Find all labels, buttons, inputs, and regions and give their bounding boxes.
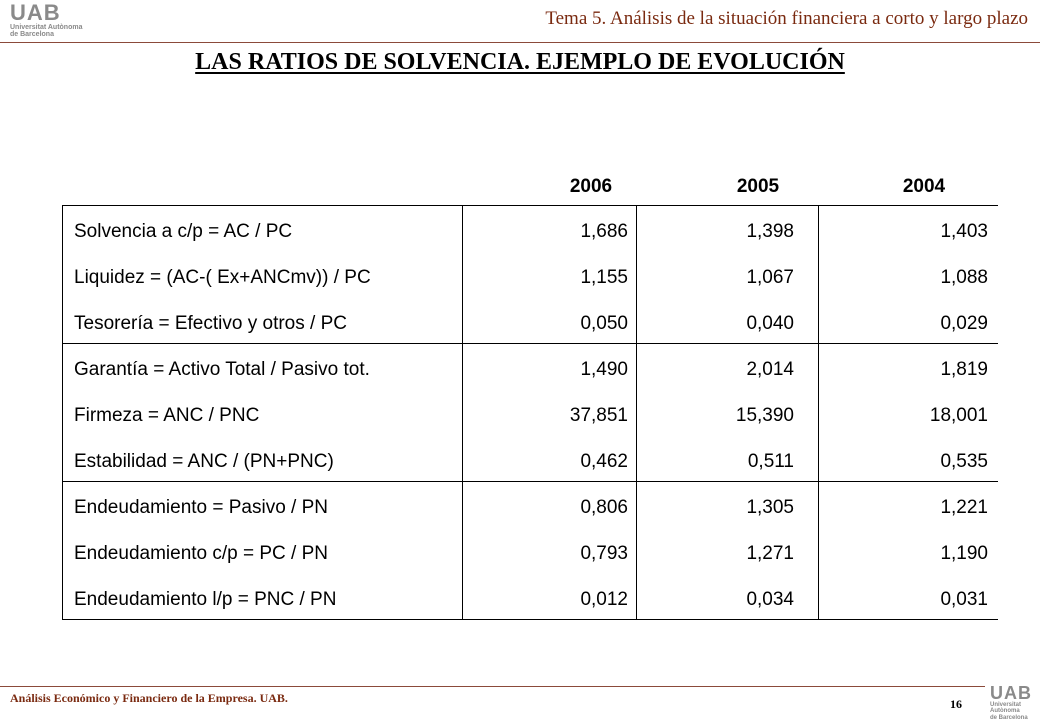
value-2004: 18,001 xyxy=(929,405,988,426)
value-2006: 1,155 xyxy=(580,267,628,288)
header-divider xyxy=(0,42,1040,43)
ratio-label: Endeudamiento c/p = PC / PN xyxy=(74,543,329,564)
value-2004: 0,031 xyxy=(940,589,988,610)
uab-logo-line2: de Barcelona xyxy=(990,714,1028,721)
ratio-label: Estabilidad = ANC / (PN+PNC) xyxy=(74,451,334,472)
value-2006: 0,462 xyxy=(580,451,628,472)
value-2005: 2,014 xyxy=(746,359,794,380)
value-2005: 0,040 xyxy=(746,313,794,334)
uab-logo-mark: UAB xyxy=(990,683,1032,703)
year-header-2004: 2004 xyxy=(902,176,946,197)
table-row xyxy=(62,439,998,485)
uab-logo-top xyxy=(10,2,82,39)
ratio-label: Liquidez = (AC-( Ex+ANCmv)) / PC xyxy=(74,267,371,288)
ratio-label: Tesorería = Efectivo y otros / PC xyxy=(74,313,347,334)
table-row xyxy=(62,301,998,347)
uab-logo-bottom xyxy=(990,684,1040,721)
year-header-2005: 2005 xyxy=(736,176,780,197)
value-2005: 0,034 xyxy=(746,589,794,610)
value-2005: 1,271 xyxy=(746,543,794,564)
table-row xyxy=(62,531,998,577)
footer-course-name: Análisis Económico y Financiero de la Empresa. UAB. xyxy=(10,691,288,705)
ratio-label: Firmeza = ANC / PNC xyxy=(74,405,260,426)
table-row xyxy=(62,393,998,439)
table-row xyxy=(62,485,998,531)
ratio-label: Endeudamiento = Pasivo / PN xyxy=(74,497,329,518)
page-title xyxy=(0,49,1040,76)
uab-logo-mark: UAB xyxy=(10,0,61,25)
value-2006: 0,806 xyxy=(580,497,628,518)
value-2006: 0,050 xyxy=(580,313,628,334)
value-2006: 0,793 xyxy=(580,543,628,564)
uab-logo-line2: de Barcelona xyxy=(10,31,54,39)
table-row xyxy=(62,209,998,255)
footer-divider xyxy=(0,686,985,687)
ratio-label: Endeudamiento l/p = PNC / PN xyxy=(74,589,337,610)
value-2006: 1,686 xyxy=(580,221,628,242)
value-2005: 15,390 xyxy=(735,405,794,426)
value-2004: 1,819 xyxy=(940,359,988,380)
value-2005: 1,398 xyxy=(746,221,794,242)
solvency-ratio-table xyxy=(62,205,998,620)
value-2005: 1,067 xyxy=(746,267,794,288)
year-header-2006: 2006 xyxy=(569,176,613,197)
page-title-text: LAS RATIOS DE SOLVENCIA. EJEMPLO DE EVOLUCIÓN xyxy=(195,49,845,75)
page-number: 16 xyxy=(950,697,962,711)
ratio-label: Garantía = Activo Total / Pasivo tot. xyxy=(74,359,370,380)
ratio-label: Solvencia a c/p = AC / PC xyxy=(74,221,293,242)
table-row xyxy=(62,347,998,393)
uab-logo-line1: Universitat Autònoma xyxy=(10,24,83,31)
table-top-border xyxy=(62,205,998,206)
table-row xyxy=(62,577,998,623)
value-2004: 1,221 xyxy=(940,497,988,518)
value-2004: 0,029 xyxy=(940,313,988,334)
slide-header-title: Tema 5. Análisis de la situación financiera a corto y largo plazo xyxy=(545,8,1028,29)
table-row xyxy=(62,255,998,301)
value-2004: 1,403 xyxy=(940,221,988,242)
value-2006: 0,012 xyxy=(580,589,628,610)
value-2005: 0,511 xyxy=(747,451,794,472)
value-2005: 1,305 xyxy=(746,497,794,518)
value-2006: 37,851 xyxy=(569,405,628,426)
value-2004: 1,190 xyxy=(940,543,988,564)
value-2004: 1,088 xyxy=(940,267,988,288)
uab-logo-line1: Universitat Autònoma xyxy=(990,702,1022,715)
value-2006: 1,490 xyxy=(580,359,628,380)
value-2004: 0,535 xyxy=(940,451,988,472)
